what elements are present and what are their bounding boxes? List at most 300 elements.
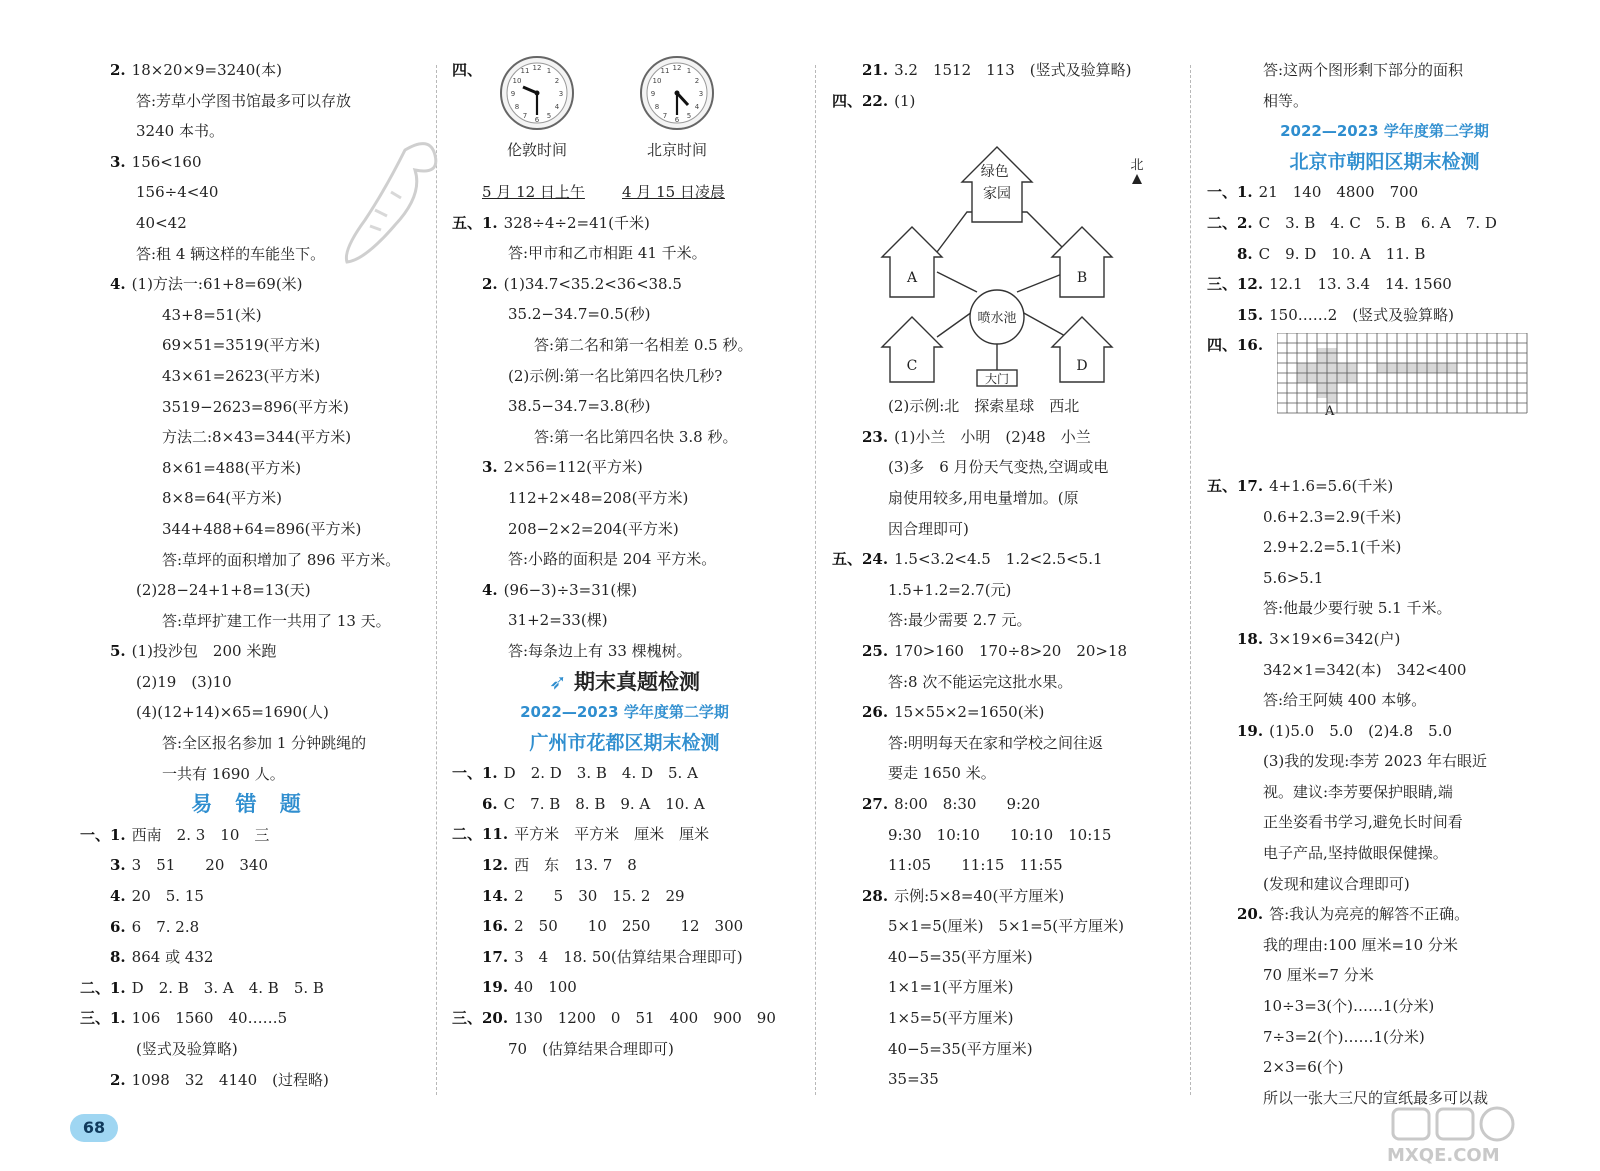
answer-line [832, 452, 1177, 483]
svg-text:12: 12 [672, 64, 682, 72]
answer-line [80, 606, 420, 637]
answer-line [1207, 269, 1562, 300]
question-number: 二、1. [80, 978, 126, 997]
map-north-label: 北 [1130, 158, 1144, 174]
answer-line [80, 361, 420, 392]
answer-line [452, 483, 797, 514]
answer-line [832, 1003, 1177, 1034]
answer-line [452, 819, 797, 850]
svg-text:1: 1 [546, 67, 552, 75]
answer-text: 所以一张大三尺的宣纸最多可以裁 [1263, 1088, 1489, 1107]
answer-line [1207, 716, 1562, 747]
answer-line [80, 1065, 420, 1096]
question-number: 3. [482, 458, 498, 477]
answer-line [1207, 930, 1562, 961]
answer-line [452, 942, 797, 973]
answer-line [1207, 55, 1562, 86]
answer-text: 答:小路的面积是 204 平方米。 [508, 550, 717, 569]
analog-clock-icon [499, 55, 575, 131]
answer-text: 40−5=35(平方厘米) [888, 1039, 1033, 1058]
svg-text:7: 7 [662, 112, 668, 120]
answer-text: 方法二:8×43=344(平方米) [162, 428, 352, 447]
answer-line [1207, 807, 1562, 838]
answer-line [80, 973, 420, 1004]
answer-text: (1)5.0 5.0 (2)4.8 5.0 [1269, 721, 1453, 740]
clock-question [452, 55, 797, 177]
question-number: 四、 [452, 61, 483, 79]
answer-text: 40 100 [514, 978, 577, 997]
question-number: 4. [482, 580, 498, 599]
answer-line [1207, 838, 1562, 869]
answer-text: 35.2−34.7=0.5(秒) [508, 305, 651, 324]
question-number: 15. [1237, 305, 1264, 324]
answer-line [832, 728, 1177, 759]
answer-line [80, 116, 420, 147]
answer-text: 1×1=1(平方厘米) [888, 978, 1014, 997]
question-number: 21. [862, 61, 889, 79]
answer-text: (2)示例:第一名比第四名快几秒? [508, 366, 723, 385]
grid-figure-svg [1277, 333, 1537, 428]
question-number: 4. [110, 887, 126, 906]
column-divider [815, 65, 816, 1095]
answer-line [1207, 960, 1562, 991]
answer-text: (1)方法一:61+8=69(米) [131, 275, 303, 294]
question-number: 三、20. [452, 1009, 509, 1028]
svg-text:4: 4 [554, 103, 560, 111]
answer-line [452, 575, 797, 606]
answer-column-1 [80, 55, 420, 1135]
answer-line [832, 514, 1177, 545]
answer-text: 9:30 10:10 10:10 10:15 [888, 825, 1112, 844]
map-label-b: B [1076, 270, 1088, 287]
answer-line [1207, 869, 1562, 900]
answer-text: 平方米 平方米 厘米 厘米 [514, 825, 710, 844]
answer-text: 3240 本书。 [136, 122, 224, 141]
question-number: 23. [862, 427, 889, 446]
answer-line [1207, 777, 1562, 808]
answer-text: 7÷3=2(个)……1(分米) [1263, 1027, 1425, 1046]
answer-text: 3.2 1512 113 (竖式及验算略) [894, 61, 1132, 79]
answer-text: 3×19×6=342(户) [1269, 629, 1401, 648]
rocket-icon: ➶ [549, 669, 567, 694]
answer-line [80, 697, 420, 728]
answer-text: 答:租 4 辆这样的车能坐下。 [136, 244, 326, 263]
answer-text: D 2. B 3. A 4. B 5. B [131, 978, 324, 997]
answer-text: 70 (估算结果合理即可) [508, 1039, 674, 1058]
answer-text: 答:甲市和乙市相距 41 千米。 [508, 244, 707, 263]
question-number: 26. [862, 703, 889, 722]
answer-text: (竖式及验算略) [136, 1040, 238, 1058]
answer-text: 156<160 [131, 152, 202, 171]
question-number: 16. [482, 917, 509, 936]
svg-text:12: 12 [532, 64, 542, 72]
answer-text: 8×61=488(平方米) [162, 458, 302, 477]
answer-line [452, 972, 797, 1003]
exam-heading: 北京市朝阳区期末检测 [1289, 150, 1480, 173]
answer-line [80, 86, 420, 117]
answer-text: 1098 32 4140 (过程略) [131, 1070, 329, 1089]
answer-line [1207, 532, 1562, 563]
answer-line [452, 636, 797, 667]
question-number: 8. [110, 948, 126, 967]
question-number: 19. [1237, 721, 1264, 740]
answer-text: 170>160 170÷8>20 20>18 [894, 641, 1128, 660]
question-number: 14. [482, 886, 509, 905]
svg-text:8: 8 [514, 103, 520, 111]
answer-text: 8×8=64(平方米) [162, 489, 283, 508]
answer-line [832, 972, 1177, 1003]
question-number: 5. [110, 642, 126, 661]
answer-line [1207, 655, 1562, 686]
answer-column-4 [1207, 55, 1562, 1135]
answer-text: 因合理即可) [888, 519, 969, 538]
answer-text: 答:第一名比第四名快 3.8 秒。 [534, 427, 738, 446]
question-number: 一、1. [1207, 183, 1253, 202]
clock-london [492, 55, 582, 166]
answer-line [832, 605, 1177, 636]
answer-text: 208−2×2=204(平方米) [508, 519, 679, 538]
answer-text: 11:05 11:15 11:55 [888, 856, 1063, 875]
column-divider [1190, 65, 1191, 1095]
answer-line [832, 544, 1177, 575]
answer-line [1207, 471, 1562, 502]
answer-line [80, 1034, 420, 1065]
answer-text: 3 4 18. 50(估算结果合理即可) [514, 947, 743, 966]
answer-text: 21 140 4800 700 [1258, 183, 1419, 202]
answer-text: 2×56=112(平方米) [503, 458, 643, 477]
answer-line [80, 239, 420, 270]
answer-line [80, 759, 420, 790]
answer-text: 2.9+2.2=5.1(千米) [1263, 538, 1402, 557]
answer-line [832, 758, 1177, 789]
answer-text: 1.5+1.2=2.7(元) [888, 580, 1012, 599]
answer-text: 2 5 30 15. 2 29 [514, 886, 685, 905]
answer-line [832, 911, 1177, 942]
answer-line [80, 453, 420, 484]
answer-line [832, 820, 1177, 851]
answer-line [452, 1003, 797, 1034]
question-number: 二、2. [1207, 213, 1253, 232]
question-number: 一、1. [452, 764, 498, 783]
answer-line [832, 636, 1177, 667]
answer-text: 342×1=342(本) 342<400 [1263, 660, 1467, 679]
svg-text:7: 7 [522, 112, 528, 120]
answer-line [1207, 746, 1562, 777]
question-number: 3. [110, 152, 126, 171]
answer-line [452, 238, 797, 269]
answer-text: 电子产品,坚持做眼保健操。 [1263, 844, 1448, 863]
question-number: 20. [1237, 905, 1264, 924]
question-number: 四、22. [832, 91, 889, 110]
answer-column-2 [452, 55, 797, 1135]
answer-line [80, 514, 420, 545]
answer-line [452, 881, 797, 912]
answer-text: 答:明明每天在家和学校之间往返 [888, 733, 1104, 752]
question-number: 2. [110, 61, 126, 79]
answer-line [452, 208, 797, 239]
question-number: 五、24. [832, 550, 889, 569]
answer-line [1207, 239, 1562, 270]
clock-caption: 伦敦时间 [506, 141, 567, 159]
answer-text: 43+8=51(米) [162, 305, 262, 324]
answer-line [80, 820, 420, 851]
answer-text: 答:草坪扩建工作一共用了 13 天。 [162, 611, 391, 630]
answer-text: 2 50 10 250 12 300 [514, 917, 744, 936]
answer-text: 43×61=2623(平方米) [162, 366, 321, 385]
map-label-d: D [1076, 358, 1088, 375]
svg-text:1: 1 [686, 67, 692, 75]
answer-line [80, 881, 420, 912]
answer-line [80, 330, 420, 361]
answer-line [452, 422, 797, 453]
answer-line [832, 942, 1177, 973]
question-number: 三、1. [80, 1009, 126, 1028]
question-number: 一、1. [80, 825, 126, 844]
answer-line [80, 545, 420, 576]
answer-line [1207, 899, 1562, 930]
answer-line [452, 330, 797, 361]
svg-text:10: 10 [512, 77, 522, 85]
svg-text:2: 2 [694, 77, 700, 85]
answer-line [80, 147, 420, 178]
answer-line [1207, 1022, 1562, 1053]
answer-line [80, 575, 420, 606]
answer-text: 150……2 (竖式及验算略) [1269, 305, 1454, 324]
answer-text: (3)我的发现:李芳 2023 年右眼近 [1263, 752, 1488, 771]
answer-text: 视。建议:李芳要保护眼睛,端 [1263, 782, 1453, 801]
answer-text: 6 7. 2.8 [131, 917, 200, 936]
answer-text: (1)投沙包 200 米跑 [131, 642, 277, 661]
grid-point-label: A [1325, 403, 1335, 419]
svg-text:5: 5 [546, 112, 552, 120]
answer-text: 3519−2623=896(平方米) [162, 397, 349, 416]
answer-text: (96−3)÷3=31(棵) [503, 580, 638, 599]
answer-line [80, 300, 420, 331]
map-label-c: C [906, 358, 918, 375]
answer-line [452, 544, 797, 575]
answer-text: 答:他最少要行驶 5.1 千米。 [1263, 599, 1452, 618]
answer-line [1207, 86, 1562, 117]
park-map-svg [877, 112, 1177, 387]
answer-text: (发现和建议合理即可) [1263, 874, 1410, 893]
answer-line [80, 483, 420, 514]
answer-line [832, 483, 1177, 514]
answer-line [80, 392, 420, 423]
answer-text: 130 1200 0 51 400 900 90 [514, 1009, 776, 1028]
clock-beijing [632, 55, 722, 166]
answer-text: (1)34.7<35.2<36<38.5 [503, 274, 682, 293]
answer-line [452, 452, 797, 483]
answer-text: 106 1560 40……5 [131, 1009, 288, 1028]
answer-text: (2)示例:北 探索星球 西北 [888, 397, 1080, 416]
answer-line [452, 269, 797, 300]
answer-text: (4)(12+14)×65=1690(人) [136, 703, 329, 722]
answer-text: 答:全区报名参加 1 分钟跳绳的 [162, 734, 367, 753]
answer-text: (1) [894, 91, 916, 110]
answer-text: 西南 2. 3 10 三 [131, 825, 270, 844]
answer-text: 5×1=5(厘米) 5×1=5(平方厘米) [888, 917, 1124, 936]
map-label-fountain: 喷水池 [977, 311, 1017, 327]
answer-line [452, 605, 797, 636]
svg-text:5: 5 [686, 112, 692, 120]
answer-text: 1×5=5(平方厘米) [888, 1009, 1014, 1028]
question-number: 28. [862, 886, 889, 905]
answer-line [1207, 300, 1562, 331]
question-number: 25. [862, 641, 889, 660]
answer-text: 8:00 8:30 9:20 [894, 794, 1041, 813]
answer-line [1207, 1052, 1562, 1083]
answer-text: 答:这两个图形剩下部分的面积 [1263, 61, 1464, 79]
answer-text: 答:草坪的面积增加了 896 平方米。 [162, 550, 401, 569]
answer-line [452, 391, 797, 422]
answer-text: 答:我认为亮亮的解答不正确。 [1269, 905, 1470, 924]
answer-text: 答:第二名和第一名相差 0.5 秒。 [534, 335, 753, 354]
answer-text: 38.5−34.7=3.8(秒) [508, 397, 651, 416]
answer-text: 一共有 1690 人。 [162, 764, 285, 783]
answer-line [1207, 593, 1562, 624]
answer-line [452, 361, 797, 392]
answer-text: 20 5. 15 [131, 887, 204, 906]
svg-text:MXQE.COM: MXQE.COM [1387, 1145, 1500, 1165]
clock-caption: 北京时间 [646, 141, 707, 159]
question-number: 三、12. [1207, 275, 1264, 294]
answer-text: 正坐姿看书学习,避免长时间看 [1263, 813, 1463, 832]
answer-text: C 7. B 8. B 9. A 10. A [503, 794, 705, 813]
map-label-gate: 大门 [984, 372, 1010, 387]
answer-line [1207, 208, 1562, 239]
answer-line [1207, 177, 1562, 208]
answer-line [80, 177, 420, 208]
answer-text: 示例:5×8=40(平方厘米) [894, 886, 1065, 905]
answer-text: 40<42 [136, 213, 187, 232]
answer-text: 我的理由:100 厘米=10 分米 [1263, 935, 1458, 954]
svg-text:3: 3 [698, 90, 704, 98]
answer-text: 要走 1650 米。 [888, 764, 996, 783]
question-number: 3. [110, 856, 126, 875]
page-number: 68 [70, 1114, 118, 1142]
answer-text: 10÷3=3(个)……1(分米) [1263, 997, 1435, 1016]
answer-text: (2)28−24+1+8=13(天) [136, 581, 311, 600]
question-number: 2. [110, 1070, 126, 1089]
svg-text:11: 11 [520, 67, 530, 75]
answer-line [80, 1003, 420, 1034]
term-heading: 2022—2023 学年度第二学期 [520, 703, 729, 722]
answer-text: 40−5=35(平方厘米) [888, 947, 1033, 966]
question-number: 6. [482, 794, 498, 813]
answer-line [1207, 502, 1562, 533]
answer-text: 答:8 次不能运完这批水果。 [888, 672, 1073, 691]
answer-line [832, 850, 1177, 881]
answer-text: 3 51 20 340 [131, 856, 269, 875]
svg-text:8: 8 [654, 103, 660, 111]
question-number: 二、11. [452, 825, 509, 844]
answer-text: 328÷4÷2=41(千米) [503, 213, 650, 232]
answer-line [80, 208, 420, 239]
answer-line [452, 789, 797, 820]
answer-line [80, 55, 420, 86]
map-label-a: A [906, 270, 918, 287]
answer-line [832, 575, 1177, 606]
answer-text: 15×55×2=1650(米) [894, 703, 1045, 722]
answer-line [452, 299, 797, 330]
svg-text:3: 3 [558, 90, 564, 98]
answer-text: 864 或 432 [131, 948, 214, 967]
answer-text: 344+488+64=896(平方米) [162, 519, 362, 538]
answer-text: 156÷4<40 [136, 183, 219, 202]
answer-text: 答:每条边上有 33 棵槐树。 [508, 641, 692, 660]
question-number: 8. [1237, 244, 1253, 263]
question-number: 27. [862, 794, 889, 813]
answer-text: 1.5<3.2<4.5 1.2<2.5<5.1 [894, 550, 1103, 569]
answer-text: 31+2=33(棵) [508, 611, 608, 630]
answer-text: 扇使用较多,用电量增加。(原 [888, 488, 1079, 507]
answer-text: (2)19 (3)10 [136, 672, 232, 691]
svg-text:10: 10 [652, 77, 662, 85]
answer-text: (3)多 6 月份天气变热,空调或电 [888, 458, 1109, 477]
question-number: 2. [482, 274, 498, 293]
answer-line [452, 758, 797, 789]
answer-line [832, 789, 1177, 820]
section-heading-final-exam [452, 667, 797, 698]
answer-line [832, 391, 1177, 422]
clock-date: 4 月 15 日凌晨 [622, 183, 725, 201]
answer-line [80, 667, 420, 698]
watermark-logo-icon [1385, 1105, 1560, 1165]
answer-line [1207, 624, 1562, 655]
answer-line [452, 911, 797, 942]
answer-text: 0.6+2.3=2.9(千米) [1263, 507, 1402, 526]
answer-line [832, 55, 1177, 86]
answer-column-3 [832, 55, 1177, 1135]
answer-text: 112+2×48=208(平方米) [508, 488, 689, 507]
answer-line [832, 697, 1177, 728]
question-number: 五、17. [1207, 476, 1264, 495]
answer-text: 相等。 [1263, 91, 1309, 110]
answer-text: 69×51=3519(平方米) [162, 336, 321, 355]
analog-clock-icon [639, 55, 715, 131]
question-number: 12. [482, 856, 509, 875]
clock-date: 5 月 12 日上午 [482, 183, 585, 201]
answer-text: 4+1.6=5.6(千米) [1269, 476, 1394, 495]
answer-line [832, 881, 1177, 912]
term-heading: 2022—2023 学年度第二学期 [1280, 122, 1489, 141]
question-number: 五、1. [452, 213, 498, 232]
answer-line [452, 1034, 797, 1065]
answer-line [452, 850, 797, 881]
answer-line [80, 850, 420, 881]
answer-line [1207, 991, 1562, 1022]
svg-text:9: 9 [650, 90, 656, 98]
answer-line [1207, 563, 1562, 594]
answer-text: 5.6>5.1 [1263, 568, 1324, 587]
question-number: 4. [110, 275, 126, 294]
answer-line [80, 636, 420, 667]
answer-text: 12.1 13. 3.4 14. 1560 [1269, 275, 1452, 294]
section-heading-text: 期末真题检测 [573, 669, 700, 694]
answer-line [80, 912, 420, 943]
answer-line [80, 728, 420, 759]
answer-line [452, 514, 797, 545]
answer-text: C 9. D 10. A 11. B [1258, 244, 1426, 263]
answer-line [80, 269, 420, 300]
answer-text: 35=35 [888, 1070, 939, 1089]
section-heading-errors: 易 错 题 [191, 792, 309, 817]
answer-text: 2×3=6(个) [1263, 1058, 1344, 1077]
answer-text: 答:最少需要 2.7 元。 [888, 611, 1032, 630]
answer-line [832, 667, 1177, 698]
svg-text:9: 9 [510, 90, 516, 98]
answer-text: 西 东 13. 7 8 [514, 856, 637, 875]
